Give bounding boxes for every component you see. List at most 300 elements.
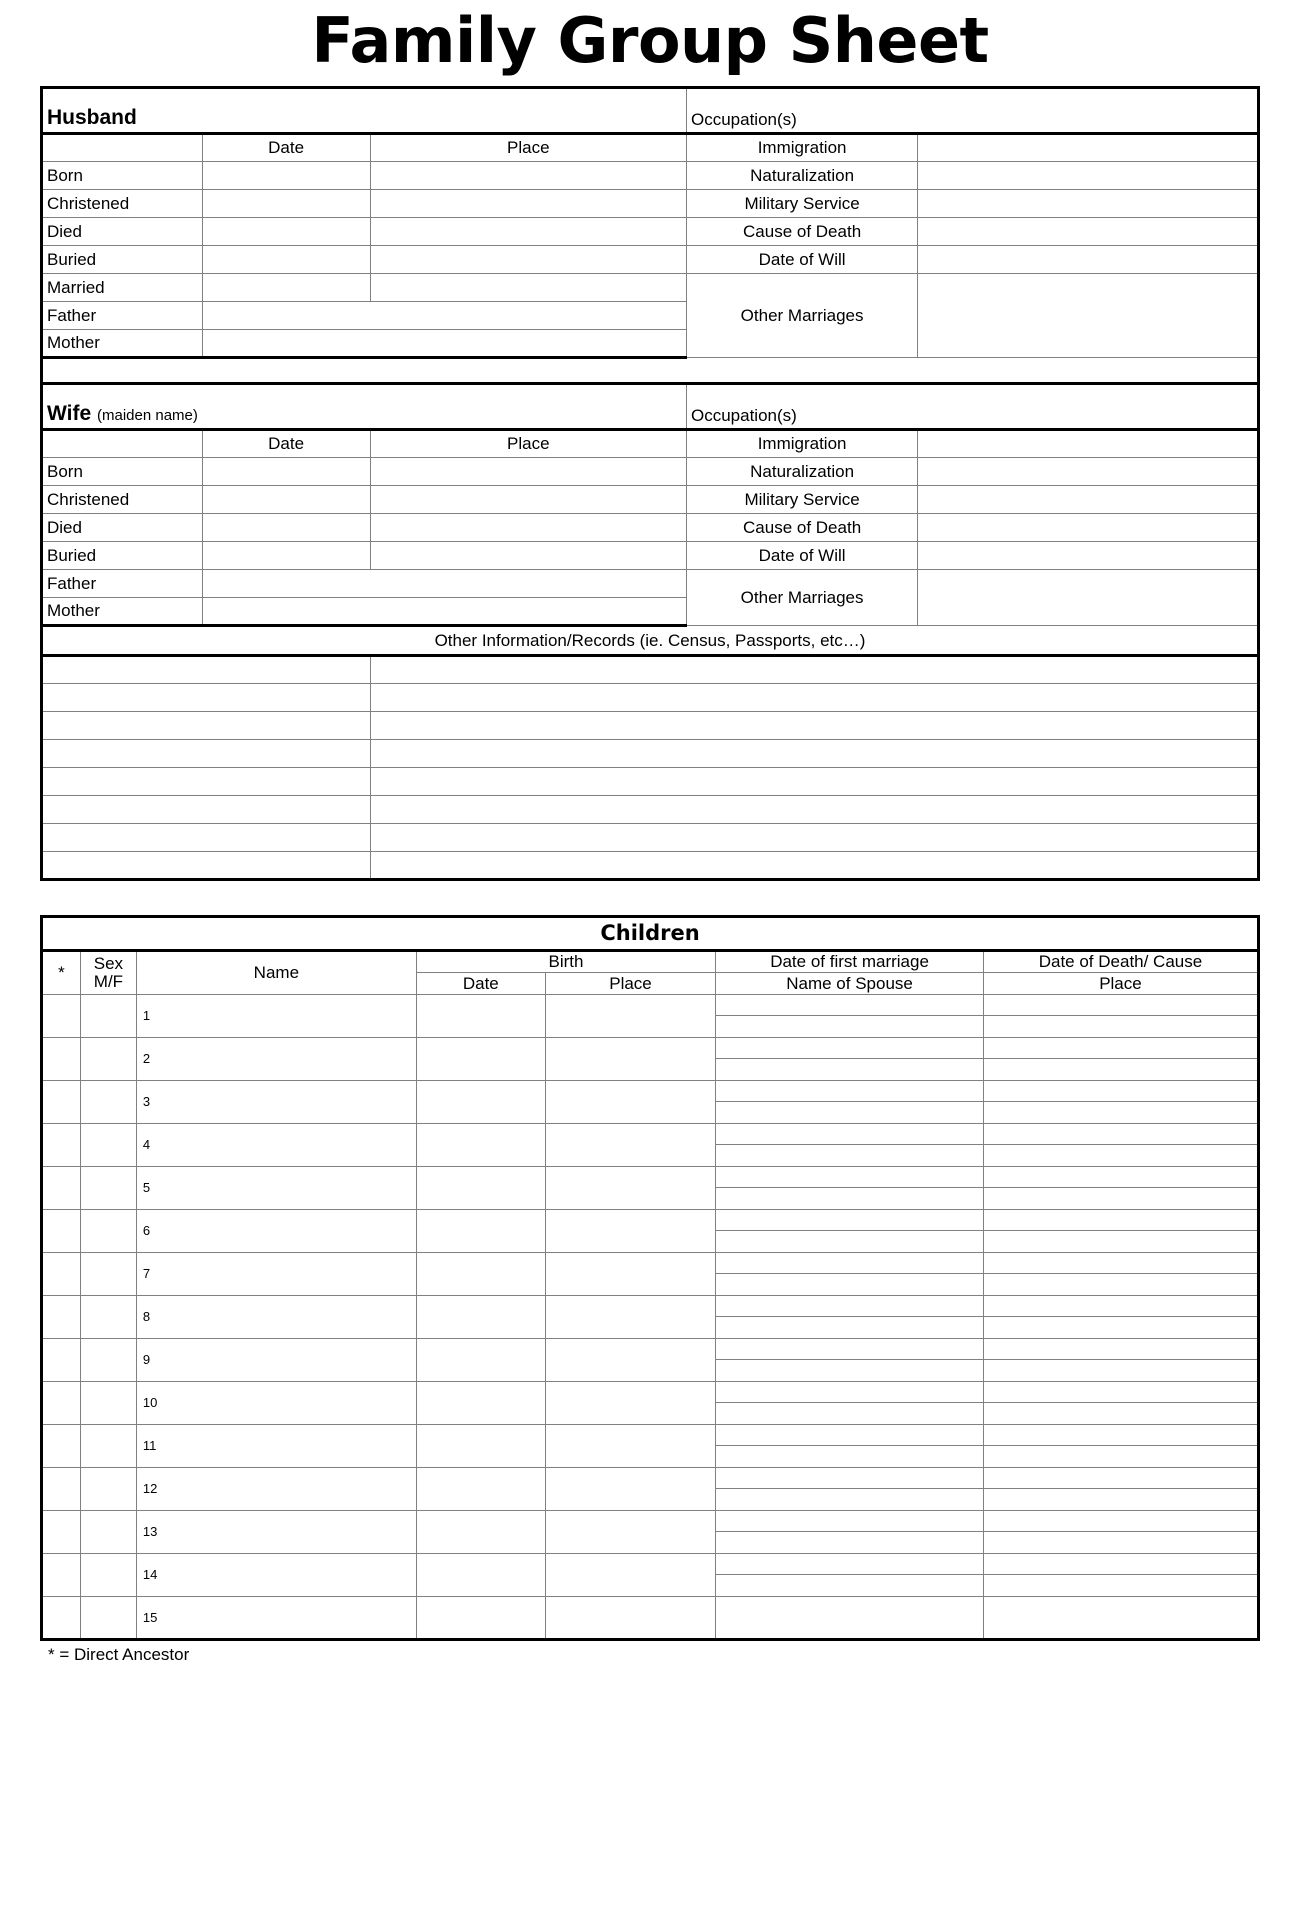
child-direct-ancestor-mark[interactable]	[42, 1167, 81, 1210]
child-birth-place[interactable]	[545, 1339, 715, 1382]
husband-military-service-label: Military Service	[686, 190, 917, 218]
child-death-date[interactable]	[984, 1081, 1257, 1102]
wife-naturalization-label: Naturalization	[686, 458, 917, 486]
wife-other-marriages-value[interactable]	[918, 570, 1259, 626]
child-birth-date[interactable]	[416, 1210, 545, 1253]
child-marriage-date[interactable]	[716, 1210, 983, 1231]
husband-name-row	[42, 88, 1259, 134]
child-direct-ancestor-mark[interactable]	[42, 1468, 81, 1511]
section-spacer-row	[42, 358, 1259, 384]
child-marriage-date[interactable]	[716, 1511, 983, 1532]
wife-buried-place[interactable]	[370, 542, 686, 570]
wife-label	[42, 384, 687, 430]
wife-christened-place[interactable]	[370, 486, 686, 514]
child-name[interactable]: 13	[136, 1511, 416, 1554]
child-marriage[interactable]	[716, 1468, 984, 1511]
child-spouse-name[interactable]	[716, 1016, 983, 1037]
child-death-place[interactable]	[984, 1145, 1257, 1166]
child-death-place[interactable]	[984, 1446, 1257, 1467]
child-sex[interactable]	[80, 1038, 136, 1081]
children-birth-header: Birth	[416, 951, 715, 973]
child-death-date[interactable]	[984, 1210, 1257, 1231]
wife-father-row	[42, 570, 1259, 598]
wife-occupation-label: Occupation(s)	[686, 384, 1258, 430]
child-birth-place[interactable]	[545, 1511, 715, 1554]
other-info-cell-left[interactable]	[42, 852, 371, 880]
husband-date-of-will-label: Date of Will	[686, 246, 917, 274]
child-death-date[interactable]	[984, 1597, 1257, 1618]
child-name[interactable]: 2	[136, 1038, 416, 1081]
child-death-date[interactable]	[984, 1296, 1257, 1317]
wife-blank-header	[42, 430, 203, 458]
child-marriage[interactable]	[716, 1124, 984, 1167]
husband-date-of-will-value[interactable]	[918, 246, 1259, 274]
child-marriage[interactable]	[716, 1554, 984, 1597]
child-birth-date[interactable]	[416, 1382, 545, 1425]
child-spouse-name[interactable]	[716, 1403, 983, 1424]
child-death[interactable]	[983, 1124, 1258, 1167]
child-marriage[interactable]	[716, 1511, 984, 1554]
child-direct-ancestor-mark[interactable]	[42, 995, 81, 1038]
child-marriage[interactable]	[716, 1339, 984, 1382]
wife-died-place[interactable]	[370, 514, 686, 542]
wife-mother-label: Mother	[42, 598, 203, 626]
child-spouse-name[interactable]	[716, 1446, 983, 1467]
child-death-place[interactable]	[984, 1231, 1257, 1252]
child-spouse-name[interactable]	[716, 1188, 983, 1209]
wife-mother-value[interactable]	[202, 598, 686, 626]
child-death-date[interactable]	[984, 1253, 1257, 1274]
child-marriage-date[interactable]	[716, 1339, 983, 1360]
child-spouse-name[interactable]	[716, 1274, 983, 1295]
child-row	[42, 1382, 1259, 1425]
child-sex[interactable]	[80, 1597, 136, 1640]
children-marriage-header-bottom: Name of Spouse	[716, 973, 984, 995]
child-row	[42, 1425, 1259, 1468]
husband-born-place[interactable]	[370, 162, 686, 190]
child-death-date[interactable]	[984, 995, 1257, 1016]
child-marriage-date[interactable]	[716, 1167, 983, 1188]
child-row	[42, 1597, 1259, 1640]
other-info-cell-left[interactable]	[42, 684, 371, 712]
children-sex-header	[80, 951, 136, 995]
child-death-place[interactable]	[984, 1360, 1257, 1381]
child-death-date[interactable]	[984, 1468, 1257, 1489]
child-marriage-date[interactable]	[716, 1468, 983, 1489]
other-info-row	[42, 852, 1259, 880]
children-name-header: Name	[136, 951, 416, 995]
child-spouse-name[interactable]	[716, 1317, 983, 1338]
husband-other-marriages-label: Other Marriages	[686, 274, 917, 358]
child-direct-ancestor-mark[interactable]	[42, 1597, 81, 1640]
child-name[interactable]: 3	[136, 1081, 416, 1124]
child-birth-date[interactable]	[416, 1081, 545, 1124]
child-sex[interactable]	[80, 1511, 136, 1554]
wife-christened-row	[42, 486, 1259, 514]
child-spouse-name[interactable]	[716, 1489, 983, 1510]
husband-christened-place[interactable]	[370, 190, 686, 218]
husband-died-row	[42, 218, 1259, 246]
children-star-header: *	[42, 951, 81, 995]
other-info-cell-left[interactable]	[42, 740, 371, 768]
section-spacer	[42, 358, 1259, 384]
child-sex[interactable]	[80, 1425, 136, 1468]
child-sex[interactable]	[80, 1339, 136, 1382]
husband-place-header: Place	[370, 134, 686, 162]
wife-born-row	[42, 458, 1259, 486]
wife-name-row	[42, 384, 1259, 430]
child-marriage[interactable]	[716, 1382, 984, 1425]
other-info-cell-right[interactable]	[370, 712, 1258, 740]
child-sex[interactable]	[80, 1167, 136, 1210]
child-death-place[interactable]	[984, 1016, 1257, 1037]
child-death-date[interactable]	[984, 1382, 1257, 1403]
child-birth-date[interactable]	[416, 1253, 545, 1296]
child-death-place[interactable]	[984, 1317, 1257, 1338]
wife-military-service-value[interactable]	[918, 486, 1259, 514]
child-spouse-name[interactable]	[716, 1532, 983, 1553]
child-marriage[interactable]	[716, 1081, 984, 1124]
wife-died-row	[42, 514, 1259, 542]
page-title: Family Group Sheet	[311, 4, 989, 77]
child-sex[interactable]	[80, 1296, 136, 1339]
wife-immigration-value[interactable]	[918, 430, 1259, 458]
child-death[interactable]	[983, 1339, 1258, 1382]
other-info-cell-right[interactable]	[370, 824, 1258, 852]
child-name[interactable]: 14	[136, 1554, 416, 1597]
other-info-title-row	[42, 626, 1259, 656]
child-spouse-name[interactable]	[716, 1059, 983, 1080]
child-death[interactable]	[983, 1382, 1258, 1425]
child-direct-ancestor-mark[interactable]	[42, 1124, 81, 1167]
child-marriage-date[interactable]	[716, 995, 983, 1016]
child-row	[42, 1253, 1259, 1296]
child-death-place[interactable]	[984, 1274, 1257, 1295]
child-death-place[interactable]	[984, 1575, 1257, 1596]
child-marriage-date[interactable]	[716, 1554, 983, 1575]
child-sex[interactable]	[80, 1124, 136, 1167]
husband-born-date[interactable]	[202, 162, 370, 190]
child-death-place[interactable]	[984, 1059, 1257, 1080]
child-death-place[interactable]	[984, 1403, 1257, 1424]
husband-cause-of-death-value[interactable]	[918, 218, 1259, 246]
other-info-row	[42, 796, 1259, 824]
child-death[interactable]	[983, 1038, 1258, 1081]
other-info-row	[42, 712, 1259, 740]
wife-label-main: Wife	[47, 401, 92, 425]
child-spouse-name[interactable]	[716, 1102, 983, 1123]
wife-date-header: Date	[202, 430, 370, 458]
husband-buried-place[interactable]	[370, 246, 686, 274]
child-death[interactable]	[983, 1511, 1258, 1554]
children-death-header-bottom: Place	[983, 973, 1258, 995]
child-name[interactable]: 1	[136, 995, 416, 1038]
children-birth-date-header: Date	[416, 973, 545, 995]
other-info-cell-right[interactable]	[370, 684, 1258, 712]
child-birth-place[interactable]	[545, 1038, 715, 1081]
child-marriage[interactable]	[716, 1425, 984, 1468]
child-row	[42, 1167, 1259, 1210]
children-table	[40, 915, 1260, 1641]
child-death-date[interactable]	[984, 1425, 1257, 1446]
child-death-place[interactable]	[984, 1188, 1257, 1209]
child-marriage[interactable]	[716, 995, 984, 1038]
child-death-date[interactable]	[984, 1124, 1257, 1145]
other-info-title: Other Information/Records (ie. Census, Passports, etc…)	[42, 626, 1259, 656]
child-death[interactable]	[983, 1468, 1258, 1511]
husband-christened-date[interactable]	[202, 190, 370, 218]
child-marriage[interactable]	[716, 1038, 984, 1081]
children-title: Children	[42, 917, 1259, 951]
child-birth-place[interactable]	[545, 1382, 715, 1425]
child-spouse-name[interactable]	[716, 1575, 983, 1596]
child-birth-date[interactable]	[416, 1468, 545, 1511]
child-birth-date[interactable]	[416, 1511, 545, 1554]
other-info-row	[42, 824, 1259, 852]
parents-section	[40, 86, 1260, 881]
husband-died-label: Died	[42, 218, 203, 246]
child-direct-ancestor-mark[interactable]	[42, 1554, 81, 1597]
child-death-date[interactable]	[984, 1167, 1257, 1188]
wife-label-sub: (maiden name)	[97, 406, 198, 424]
child-marriage[interactable]	[716, 1597, 984, 1640]
wife-military-service-label: Military Service	[686, 486, 917, 514]
child-death[interactable]	[983, 1597, 1258, 1640]
child-birth-date[interactable]	[416, 1425, 545, 1468]
wife-born-place[interactable]	[370, 458, 686, 486]
wife-naturalization-value[interactable]	[918, 458, 1259, 486]
wife-died-label: Died	[42, 514, 203, 542]
child-death-date[interactable]	[984, 1554, 1257, 1575]
husband-christened-row	[42, 190, 1259, 218]
child-death-place[interactable]	[984, 1618, 1257, 1639]
children-title-row	[42, 917, 1259, 951]
husband-military-service-value[interactable]	[918, 190, 1259, 218]
wife-buried-date[interactable]	[202, 542, 370, 570]
other-info-cell-left[interactable]	[42, 824, 371, 852]
husband-column-header-row	[42, 134, 1259, 162]
husband-occupation-label: Occupation(s)	[686, 88, 1258, 134]
child-birth-date[interactable]	[416, 1597, 545, 1640]
child-row	[42, 1511, 1259, 1554]
child-direct-ancestor-mark[interactable]	[42, 1511, 81, 1554]
husband-cause-of-death-label: Cause of Death	[686, 218, 917, 246]
child-death[interactable]	[983, 1554, 1258, 1597]
husband-buried-date[interactable]	[202, 246, 370, 274]
husband-christened-label: Christened	[42, 190, 203, 218]
other-info-cell-right[interactable]	[370, 768, 1258, 796]
child-sex[interactable]	[80, 1081, 136, 1124]
child-spouse-name[interactable]	[716, 1145, 983, 1166]
wife-column-header-row	[42, 430, 1259, 458]
wife-christened-date[interactable]	[202, 486, 370, 514]
child-sex[interactable]	[80, 1210, 136, 1253]
husband-married-date[interactable]	[202, 274, 370, 302]
child-direct-ancestor-mark[interactable]	[42, 1425, 81, 1468]
husband-mother-label: Mother	[42, 330, 203, 358]
child-death-place[interactable]	[984, 1102, 1257, 1123]
child-name[interactable]: 7	[136, 1253, 416, 1296]
child-birth-place[interactable]	[545, 1554, 715, 1597]
child-birth-date[interactable]	[416, 1167, 545, 1210]
child-marriage[interactable]	[716, 1296, 984, 1339]
child-row	[42, 1339, 1259, 1382]
child-marriage[interactable]	[716, 1253, 984, 1296]
husband-naturalization-value[interactable]	[918, 162, 1259, 190]
child-row	[42, 995, 1259, 1038]
child-marriage-date[interactable]	[716, 1425, 983, 1446]
husband-died-date[interactable]	[202, 218, 370, 246]
child-marriage-date[interactable]	[716, 1296, 983, 1317]
child-sex[interactable]	[80, 1554, 136, 1597]
wife-date-of-will-value[interactable]	[918, 542, 1259, 570]
wife-other-marriages-label: Other Marriages	[686, 570, 917, 626]
other-info-cell-right[interactable]	[370, 796, 1258, 824]
child-row	[42, 1081, 1259, 1124]
husband-married-label: Married	[42, 274, 203, 302]
husband-mother-value[interactable]	[202, 330, 686, 358]
other-info-cell-right[interactable]	[370, 740, 1258, 768]
child-direct-ancestor-mark[interactable]	[42, 1253, 81, 1296]
child-death[interactable]	[983, 1296, 1258, 1339]
other-info-cell-left[interactable]	[42, 796, 371, 824]
child-row	[42, 1038, 1259, 1081]
children-header-row-top	[42, 951, 1259, 973]
child-direct-ancestor-mark[interactable]	[42, 1081, 81, 1124]
child-name[interactable]: 5	[136, 1167, 416, 1210]
child-marriage-date[interactable]	[716, 1038, 983, 1059]
child-spouse-name[interactable]	[716, 1231, 983, 1252]
child-marriage-date[interactable]	[716, 1124, 983, 1145]
other-info-row	[42, 656, 1259, 684]
child-birth-date[interactable]	[416, 1554, 545, 1597]
child-birth-date[interactable]	[416, 1296, 545, 1339]
child-birth-place[interactable]	[545, 1124, 715, 1167]
child-row	[42, 1210, 1259, 1253]
wife-father-value[interactable]	[202, 570, 686, 598]
wife-cause-of-death-value[interactable]	[918, 514, 1259, 542]
wife-born-date[interactable]	[202, 458, 370, 486]
child-name[interactable]: 8	[136, 1296, 416, 1339]
children-marriage-header-top: Date of first marriage	[716, 951, 984, 973]
child-birth-place[interactable]	[545, 1167, 715, 1210]
husband-buried-row	[42, 246, 1259, 274]
husband-born-label: Born	[42, 162, 203, 190]
child-marriage-date[interactable]	[716, 1253, 983, 1274]
other-info-cell-right[interactable]	[370, 852, 1258, 880]
child-name[interactable]: 6	[136, 1210, 416, 1253]
child-birth-place[interactable]	[545, 1597, 715, 1640]
husband-died-place[interactable]	[370, 218, 686, 246]
child-birth-date[interactable]	[416, 1339, 545, 1382]
child-death-date[interactable]	[984, 1511, 1257, 1532]
child-death[interactable]	[983, 1425, 1258, 1468]
wife-born-label: Born	[42, 458, 203, 486]
child-death[interactable]	[983, 995, 1258, 1038]
child-marriage-date[interactable]	[716, 1382, 983, 1403]
child-direct-ancestor-mark[interactable]	[42, 1382, 81, 1425]
child-birth-place[interactable]	[545, 1425, 715, 1468]
other-info-cell-left[interactable]	[42, 656, 371, 684]
other-info-cell-left[interactable]	[42, 768, 371, 796]
husband-father-label: Father	[42, 302, 203, 330]
child-name[interactable]: 9	[136, 1339, 416, 1382]
other-info-row	[42, 768, 1259, 796]
child-death[interactable]	[983, 1210, 1258, 1253]
child-row	[42, 1554, 1259, 1597]
husband-date-header: Date	[202, 134, 370, 162]
child-death-date[interactable]	[984, 1038, 1257, 1059]
child-death[interactable]	[983, 1167, 1258, 1210]
wife-buried-row	[42, 542, 1259, 570]
child-name[interactable]: 11	[136, 1425, 416, 1468]
wife-cause-of-death-label: Cause of Death	[686, 514, 917, 542]
husband-father-value[interactable]	[202, 302, 686, 330]
child-row	[42, 1468, 1259, 1511]
child-death-place[interactable]	[984, 1489, 1257, 1510]
child-sex[interactable]	[80, 1253, 136, 1296]
child-marriage[interactable]	[716, 1167, 984, 1210]
child-spouse-name[interactable]	[716, 1360, 983, 1381]
husband-immigration-value[interactable]	[918, 134, 1259, 162]
child-name[interactable]: 15	[136, 1597, 416, 1640]
wife-date-of-will-label: Date of Will	[686, 542, 917, 570]
child-birth-place[interactable]	[545, 1296, 715, 1339]
husband-buried-label: Buried	[42, 246, 203, 274]
child-sex[interactable]	[80, 1382, 136, 1425]
child-marriage-date[interactable]	[716, 1081, 983, 1102]
wife-buried-label: Buried	[42, 542, 203, 570]
husband-married-place[interactable]	[370, 274, 686, 302]
child-birth-date[interactable]	[416, 1038, 545, 1081]
child-death-place[interactable]	[984, 1532, 1257, 1553]
child-marriage-date[interactable]	[716, 1597, 983, 1618]
footnote: * = Direct Ancestor	[48, 1645, 190, 1664]
husband-other-marriages-value[interactable]	[918, 274, 1259, 358]
child-spouse-name[interactable]	[716, 1618, 983, 1639]
child-birth-place[interactable]	[545, 1468, 715, 1511]
children-sex-header-line2: M/F	[93, 972, 124, 991]
child-birth-place[interactable]	[545, 1210, 715, 1253]
wife-died-date[interactable]	[202, 514, 370, 542]
child-marriage[interactable]	[716, 1210, 984, 1253]
child-name[interactable]: 4	[136, 1124, 416, 1167]
child-row	[42, 1296, 1259, 1339]
other-info-row	[42, 740, 1259, 768]
other-info-cell-left[interactable]	[42, 712, 371, 740]
other-info-cell-right[interactable]	[370, 656, 1258, 684]
child-birth-date[interactable]	[416, 1124, 545, 1167]
child-direct-ancestor-mark[interactable]	[42, 1210, 81, 1253]
child-death[interactable]	[983, 1081, 1258, 1124]
child-birth-date[interactable]	[416, 995, 545, 1038]
husband-label: Husband	[42, 88, 687, 134]
wife-christened-label: Christened	[42, 486, 203, 514]
child-death-date[interactable]	[984, 1339, 1257, 1360]
child-sex[interactable]	[80, 995, 136, 1038]
child-row	[42, 1124, 1259, 1167]
child-name[interactable]: 10	[136, 1382, 416, 1425]
child-direct-ancestor-mark[interactable]	[42, 1296, 81, 1339]
child-birth-place[interactable]	[545, 1253, 715, 1296]
child-direct-ancestor-mark[interactable]	[42, 1038, 81, 1081]
child-sex[interactable]	[80, 1468, 136, 1511]
child-name[interactable]: 12	[136, 1468, 416, 1511]
child-birth-place[interactable]	[545, 1081, 715, 1124]
child-direct-ancestor-mark[interactable]	[42, 1339, 81, 1382]
child-death[interactable]	[983, 1253, 1258, 1296]
child-birth-place[interactable]	[545, 995, 715, 1038]
